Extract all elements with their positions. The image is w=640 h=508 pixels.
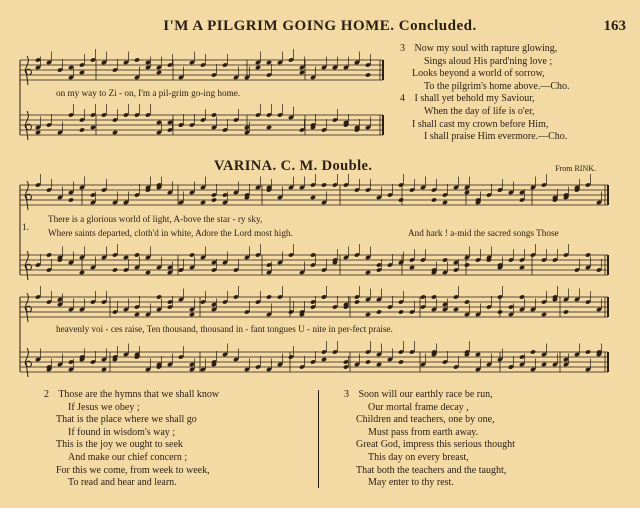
varina-bass-2-note [101, 367, 107, 372]
column-divider [318, 390, 319, 488]
pilgrim-treble-note [299, 70, 305, 75]
varina-treble-2-note [354, 299, 360, 304]
varina-bass-1-note [409, 265, 415, 270]
varina-treble-2-note [365, 312, 371, 317]
pilgrim-bass-note [90, 125, 96, 130]
varina-treble-1-note [398, 197, 404, 202]
verse-line: When the day of life is o'er, [424, 105, 535, 117]
verse-line: For this we come, from week to week, [56, 464, 210, 476]
varina-bass-1-clef [25, 251, 31, 280]
varina-treble-1-note [431, 197, 437, 202]
varina-bass-2-note [541, 362, 547, 367]
page-number: 163 [603, 18, 626, 34]
verse-line: That is the place where we shall go [56, 414, 197, 426]
pilgrim-treble-note [365, 72, 371, 77]
verse-line: I shall cast my crown before Him, [412, 118, 549, 130]
pilgrim-treble-note [79, 70, 85, 75]
varina-treble-1-note [200, 200, 206, 205]
varina-treble-2-note [541, 312, 547, 317]
verse-line: 4 I shall yet behold my Saviour, [400, 93, 535, 105]
hymn-attribution: From RINK. [555, 164, 596, 173]
verse-line: Looks beyond a world of sorrow, [412, 68, 545, 80]
varina-treble-2-note [497, 309, 503, 314]
varina-bass-1-note [365, 270, 371, 275]
verse-line: Our mortal frame decay , [368, 401, 469, 413]
varina-verse-3 [344, 389, 515, 490]
pilgrim-bass-note [112, 130, 118, 135]
verse-line: To read and hear and learn. [68, 477, 177, 489]
verse-line: Sings aloud His pard'ning love ; [424, 55, 553, 67]
varina-treble-2-note [134, 312, 140, 317]
verse-line: This day on every breast, [368, 451, 469, 463]
varina-bass-2-note [530, 349, 536, 354]
varina-treble-2-note [563, 309, 569, 314]
varina-treble-1-note [211, 197, 217, 202]
verse-line: Great God, impress this serious thought [356, 439, 515, 451]
varina-bass-1-note [145, 270, 151, 275]
varina-treble-2-note [398, 309, 404, 314]
pilgrim-treble-note [255, 65, 261, 70]
verse-line: And make our chief concern ; [68, 451, 188, 463]
varina-treble-2-note [266, 294, 272, 299]
varina-treble-1-note [68, 197, 74, 202]
varina-bass-2-note [585, 349, 591, 354]
pilgrim-treble-note [134, 57, 140, 62]
verse-line: If Jesus we obey ; [68, 401, 140, 413]
verse-line: This is the joy we ought to seek [56, 439, 183, 451]
verse-line: 2 Those are the hymns that we shall know [44, 389, 220, 400]
pilgrim-treble-note [156, 70, 162, 75]
varina-bass-1-note [79, 270, 85, 275]
pilgrim-lyric: on my way to Zi - on, I'm a pil-grim go-ing home. [56, 88, 241, 98]
varina-bass-2-note [475, 352, 481, 357]
varina-treble-1-note [321, 182, 327, 187]
varina-treble-1-clef [25, 181, 31, 210]
varina-treble-2-note [376, 309, 382, 314]
varina-bass-1-note [46, 252, 52, 257]
verse-line: I shall praise Him evermore.—Cho. [424, 131, 568, 143]
hymn-title: VARINA. C. M. Double. [214, 158, 373, 174]
varina-treble-1-note [464, 190, 470, 195]
verse-line: That both the teachers and the taught, [356, 464, 507, 476]
varina-bass-2-note [365, 359, 371, 364]
varina-treble-2-note [189, 312, 195, 317]
pilgrim-bass-note [266, 125, 272, 130]
varina-treble-1-note [310, 195, 316, 200]
varina-bass-1-note [464, 262, 470, 267]
varina-treble-2-note [453, 307, 459, 312]
varina-lyric-1b: Where saints departed, cloth'd in white, Adore the Lord most high. [48, 228, 293, 238]
verse-line: Children and teachers, one by one, [356, 414, 495, 426]
pilgrim-verses [400, 43, 570, 144]
verse-line: 3 Now my soul with rapture glowing, [400, 43, 558, 54]
varina-bass-2-note [321, 357, 327, 362]
varina-bass-1-note [519, 265, 525, 270]
verse-line: Must pass from earth away. [368, 426, 479, 438]
pilgrim-bass-note [79, 127, 85, 132]
running-title: I'M A PILGRIM GOING HOME. Concluded. [163, 18, 477, 34]
varina-bass-2-note [398, 359, 404, 364]
varina-bass-2-note [376, 362, 382, 367]
varina-lyric-2: heavenly voi - ces raise, Ten thousand, thousand in - fant tongues U - nite in per-fect praise. [56, 324, 393, 334]
varina-bass-1-note [112, 267, 118, 272]
varina-lyric-1a: There is a glorious world of light, A-bove the star - ry sky, [48, 214, 263, 224]
varina-verse-2 [44, 389, 219, 490]
varina-lyric-1c: And hark ! a-mid the sacred songs Those [408, 228, 559, 238]
pilgrim-bass-note [35, 130, 41, 135]
verse-line: 3 Soon will our earthly race be run, [344, 389, 493, 400]
verse-number: 1. [22, 222, 29, 232]
varina-treble-1-note [442, 200, 448, 205]
verse-line: To the pilgrim's home above.—Cho. [424, 80, 570, 92]
verse-line: If found in wisdom's way ; [68, 426, 176, 438]
verse-line: May enter to thy rest. [368, 477, 454, 489]
